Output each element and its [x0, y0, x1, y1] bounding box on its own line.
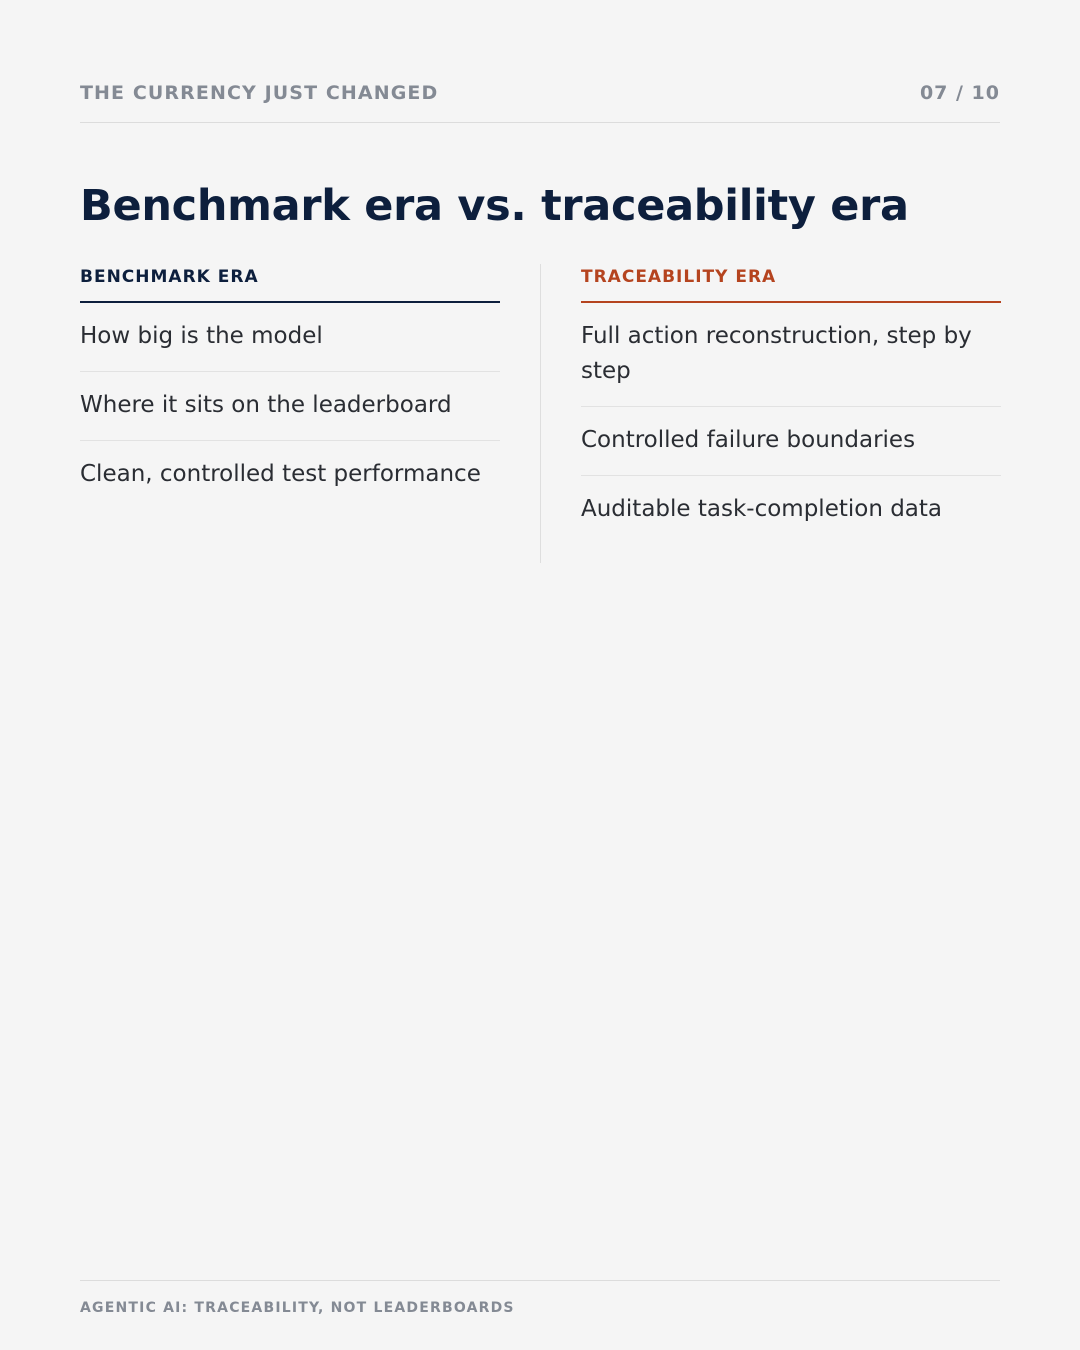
slide-footer	[80, 1280, 1000, 1316]
list-item: Full action reconstruction, step by step	[581, 303, 1001, 407]
page-number: 07 / 10	[919, 82, 1000, 104]
slide	[80, 0, 1000, 1350]
list-item: Auditable task-completion data	[581, 496, 943, 522]
column-divider	[540, 264, 541, 563]
slide-title: Benchmark era vs. traceability era	[80, 181, 909, 231]
footer-text: AGENTIC AI: TRACEABILITY, NOT LEADERBOARDS	[80, 1300, 515, 1316]
benchmark-era-heading: BENCHMARK ERA	[80, 264, 500, 303]
traceability-era-list	[581, 303, 1001, 544]
section-eyebrow: THE CURRENCY JUST CHANGED	[80, 82, 439, 104]
benchmark-era-column	[80, 264, 500, 509]
list-item: Where it sits on the leaderboard	[80, 372, 500, 441]
list-item: Clean, controlled test performance	[80, 461, 481, 487]
list-item: How big is the model	[80, 303, 500, 372]
benchmark-era-list	[80, 303, 500, 509]
traceability-era-heading: TRACEABILITY ERA	[581, 264, 1001, 303]
slide-header	[80, 81, 1000, 123]
traceability-era-column	[581, 264, 1001, 544]
list-item: Controlled failure boundaries	[581, 407, 1001, 476]
